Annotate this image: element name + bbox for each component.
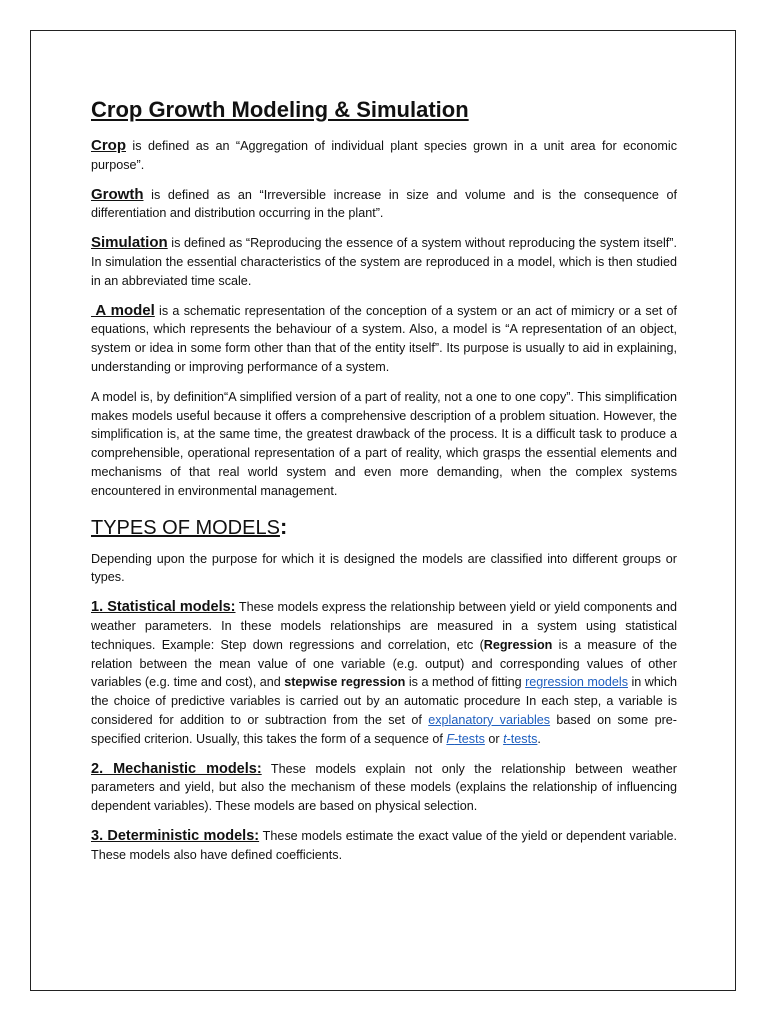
stepwise-regression-bold: stepwise regression [284,675,406,690]
statistical-text-5: based on some pre-specified criterion. Usually, this takes the form of a sequence of [91,712,677,746]
statistical-text-4: in which the choice of predictive variables is carried out by an automatic procedure In each step, a variable is considered for addition to or subtraction from the set of [91,675,678,727]
mechanistic-models [91,760,677,816]
t-tests-link[interactable] [503,732,537,746]
model-definition [91,302,677,377]
crop-text: is defined as an “Aggregation of individual plant species grown in a unit area for economic purpose”. [91,139,677,172]
types-heading-colon: : [279,513,288,539]
deterministic-text: These models estimate the exact value of the yield or dependent variable. These models also have defined coefficients. [91,828,677,862]
model-definition-paragraph: A model is, by definition“A simplified version of a part of reality, not a one to one copy”. This simplification makes models useful because it offers a comprehensive description of a problem situation. However, the simplification is, at the same time, the greatest drawback of the process. It is a difficult task to produce a comprehensible, operational representation of a part of reality, which grasps the essential elements and mechanisms of that real world system and even more demanding, when the complex systems encountered in environmental management. [91,389,677,498]
document-body [91,96,677,876]
f-tests-link-italic: F [446,731,455,746]
crop-definition [91,137,677,175]
document-title: Crop Growth Modeling & Simulation [91,97,469,122]
explanatory-variables-link[interactable]: explanatory variables [428,712,551,727]
mechanistic-text: These models explain not only the relationship between weather parameters and yield, but also the mechanism of these models (explains the relationship of influencing dependent variables). These models are based on physical selection. [91,761,678,814]
statistical-models-heading: 1. Statistical models: [91,599,236,616]
model-text: is a schematic representation of the conception of a system or an act of mimicry or a set of equations, which represents the behaviour of a system. Also, a model is “A representation of an object, system or idea in some form other than that of the entity itself”. Its purpose is usually to aid in explaining, understanding or improving performance of a system. [91,303,677,374]
statistical-models [91,598,677,748]
simulation-term: Simulation [91,234,168,252]
f-tests-link-rest: -tests [454,731,485,746]
deterministic-models [91,827,677,865]
growth-definition [91,186,677,224]
regression-bold: Regression [483,637,553,652]
t-tests-link-rest: -tests [506,731,538,746]
crop-term: Crop [91,137,126,154]
deterministic-models-heading: 3. Deterministic models: [91,827,260,844]
t-tests-link-italic: t [503,731,507,746]
types-heading-text: TYPES OF MODELS [91,516,280,539]
growth-term: Growth [91,185,144,203]
simulation-definition [91,234,677,290]
statistical-text-2: is a measure of the relation between the mean value of one variable (e.g. output) and corresponding values of other variables (e.g. time and cost), and [91,637,677,690]
regression-models-link[interactable]: regression models [525,675,628,690]
statistical-text-3: is a method of fitting [405,675,526,690]
mechanistic-models-heading: 2. Mechanistic models: [91,760,262,777]
statistical-text-7: . [537,731,541,746]
growth-text: is defined as an “Irreversible increase in size and volume and is the consequence of differentiation and distribution occurring in the plant”. [91,187,677,221]
types-intro: Depending upon the purpose for which it is designed the models are classified into different groups or types. [91,551,677,585]
types-heading [91,515,677,540]
statistical-text-6: or [484,731,504,746]
statistical-text-1: These models express the relationship between yield or yield components and weather parameters. In these models relationships are measured in a system using statistical techniques. Example: Step down regressions and correlation, etc ( [91,600,677,652]
f-tests-link[interactable] [446,732,485,746]
simulation-text: is defined as “Reproducing the essence of a system without reproducing the system itself”. In simulation the essential characteristics of the system are reproduced in a model, which is then studied in an abbreviated time scale. [91,236,677,288]
model-term: A model [91,301,155,319]
